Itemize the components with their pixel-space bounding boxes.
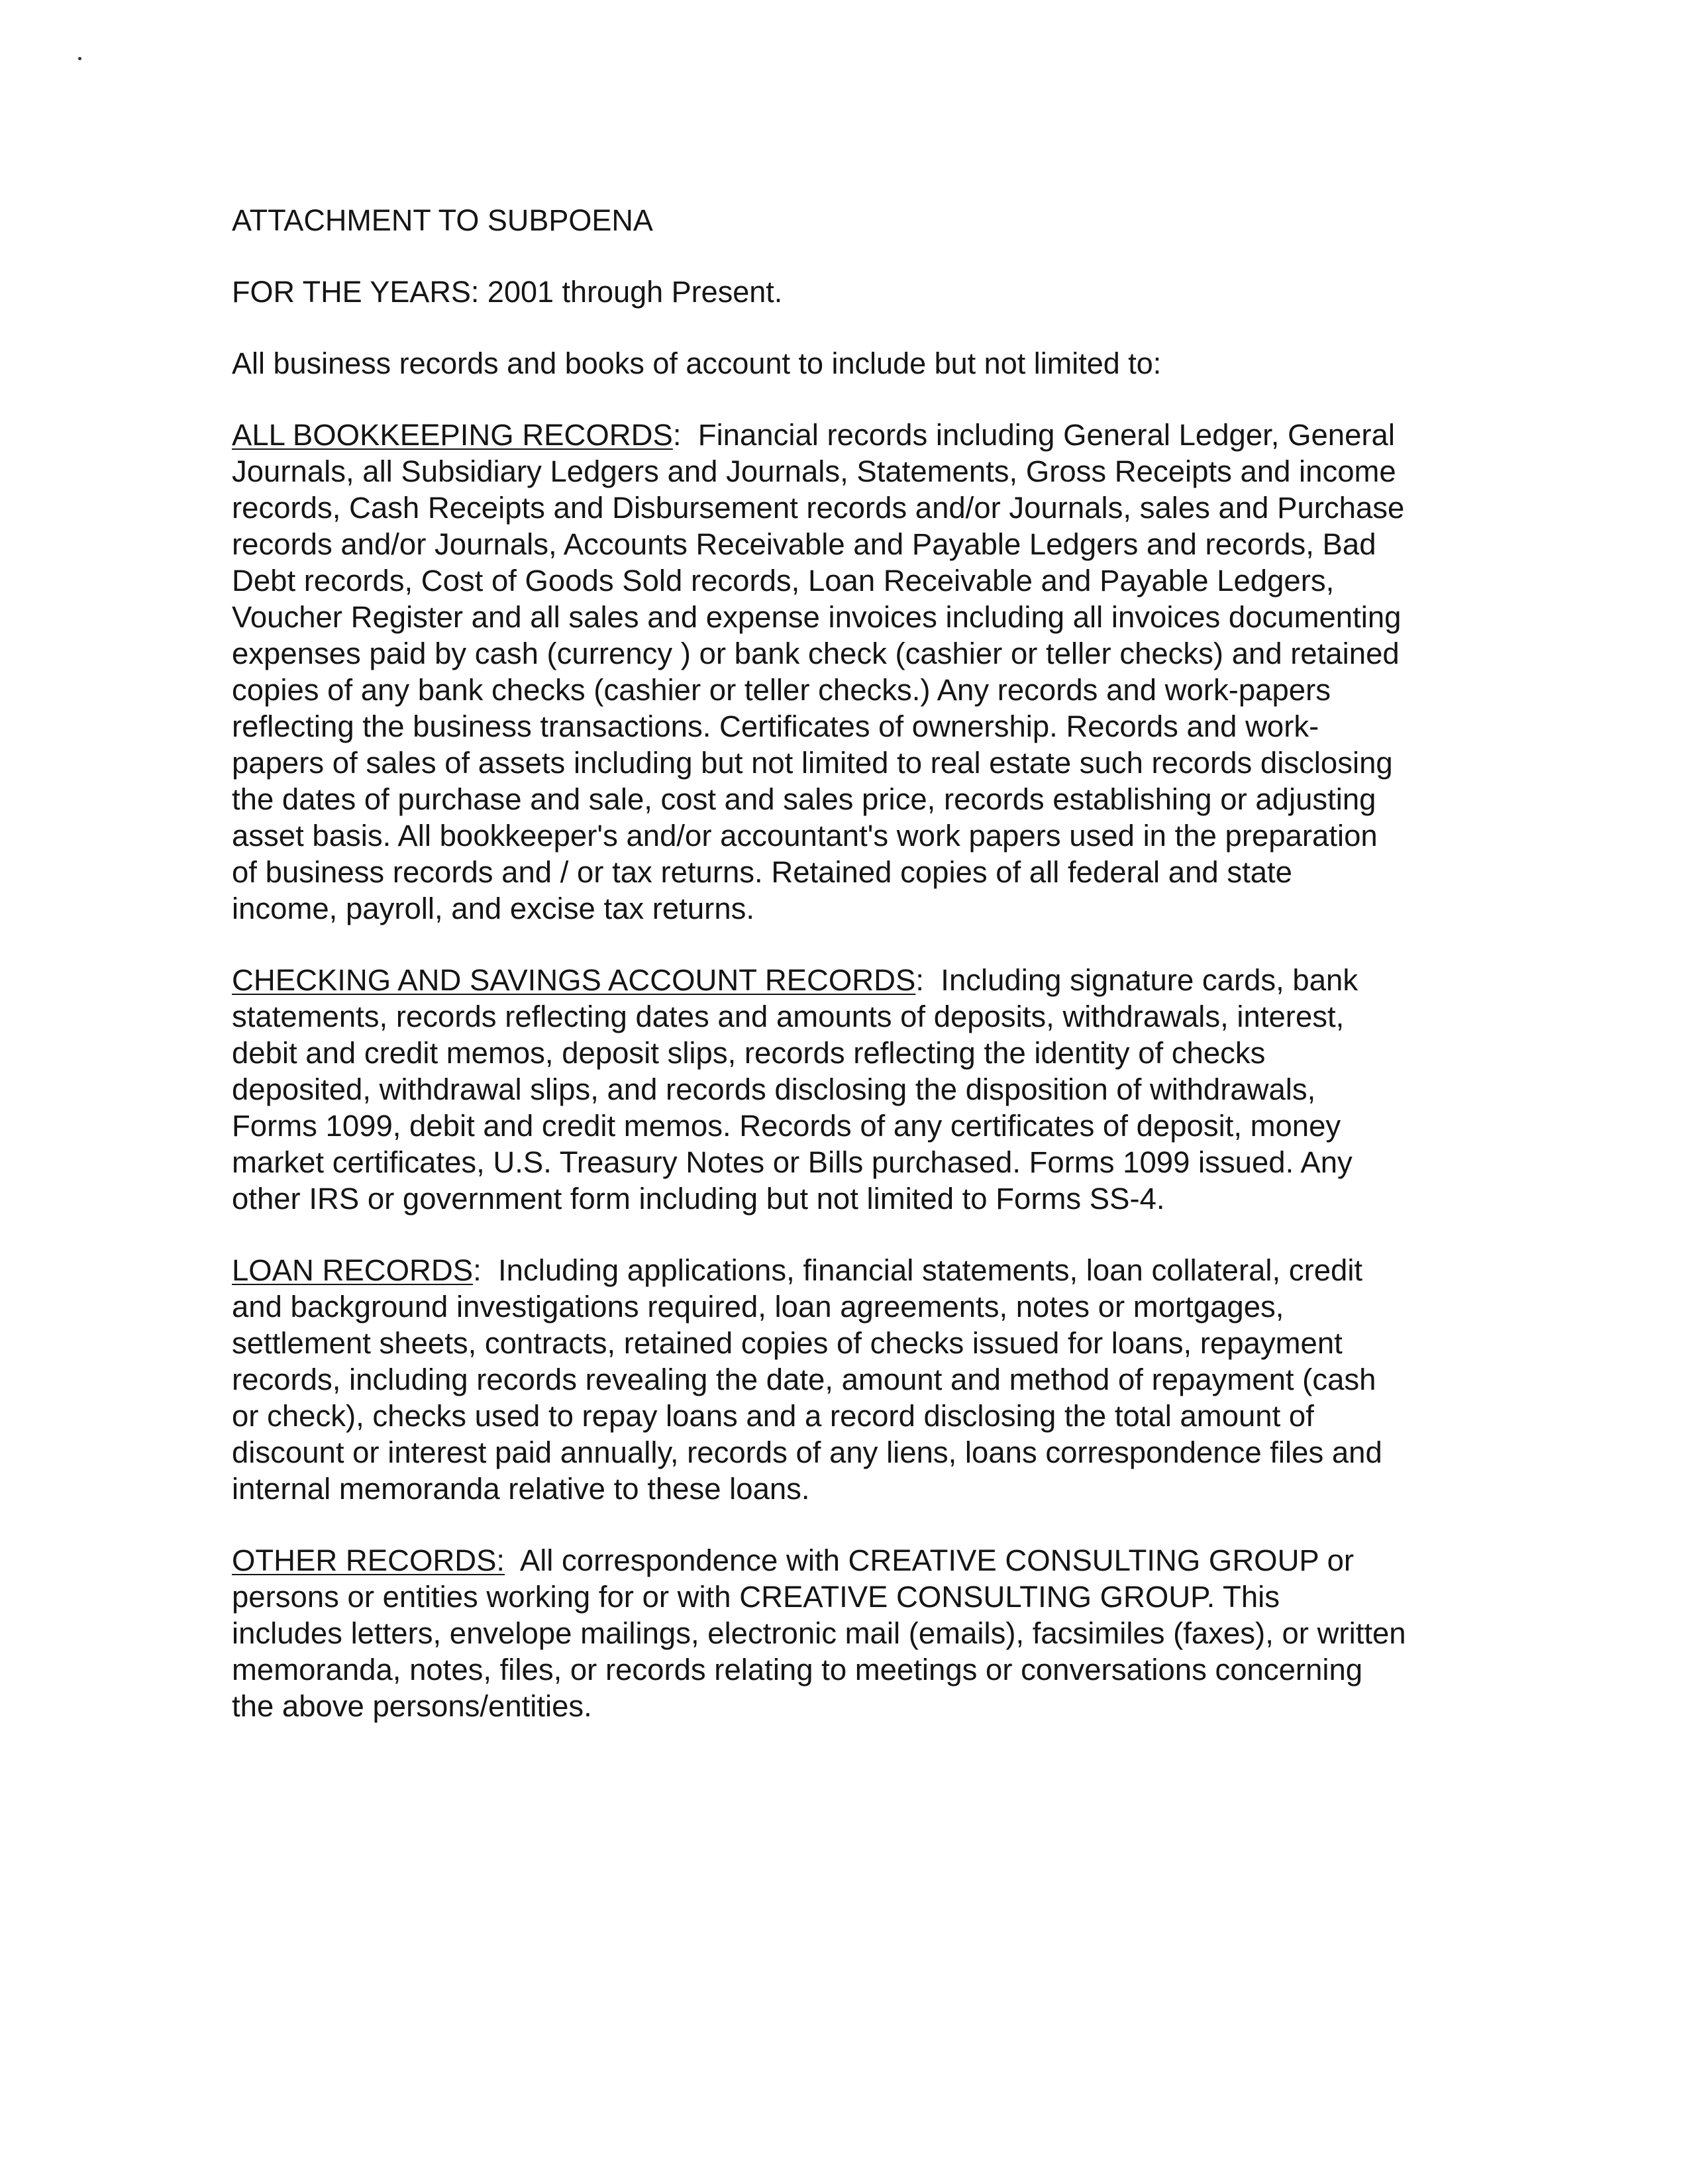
heading-suffix: :	[473, 1253, 499, 1287]
section-line: or check), checks used to repay loans and a record disclosing the total amount of	[232, 1399, 1314, 1433]
heading-suffix: :	[672, 418, 698, 452]
section-line: Financial records including General Ledger, General	[697, 418, 1395, 452]
section-line: records and/or Journals, Accounts Receivable and Payable Ledgers and records, Bad	[232, 527, 1376, 561]
section-first-line	[232, 962, 1490, 998]
section-loan	[232, 1252, 1490, 1507]
section-line: statements, records reflecting dates and amounts of deposits, withdrawals, interest,	[232, 1000, 1345, 1033]
document-body	[232, 202, 1490, 1759]
section-line: Journals, all Subsidiary Ledgers and Journals, Statements, Gross Receipts and income	[232, 454, 1396, 488]
section-line: deposited, withdrawal slips, and records disclosing the disposition of withdrawals,	[232, 1072, 1316, 1106]
section-line: debit and credit memos, deposit slips, records reflecting the identity of checks	[232, 1036, 1266, 1070]
document-title: ATTACHMENT TO SUBPOENA	[232, 203, 653, 237]
heading-suffix: :	[915, 963, 941, 997]
section-heading: OTHER RECORDS:	[232, 1543, 505, 1577]
section-line: settlement sheets, contracts, retained copies of checks issued for loans, repayment	[232, 1326, 1343, 1360]
section-line: market certificates, U.S. Treasury Notes or Bills purchased. Forms 1099 issued. Any	[232, 1145, 1353, 1179]
section-line: includes letters, envelope mailings, electronic mail (emails), facsimiles (faxes), or written	[232, 1616, 1406, 1650]
section-line: and background investigations required, loan agreements, notes or mortgages,	[232, 1290, 1284, 1324]
section-other	[232, 1542, 1490, 1724]
section-line: Forms 1099, debit and credit memos. Records of any certificates of deposit, money	[232, 1109, 1341, 1143]
section-heading: CHECKING AND SAVINGS ACCOUNT RECORDS	[232, 963, 916, 997]
section-line: the above persons/entities.	[232, 1689, 592, 1723]
section-line: asset basis. All bookkeeper's and/or accountant's work papers used in the preparation	[232, 819, 1378, 853]
section-heading: ALL BOOKKEEPING RECORDS	[232, 418, 673, 452]
section-line: discount or interest paid annually, records of any liens, loans correspondence files and	[232, 1435, 1382, 1469]
section-line: All correspondence with CREATIVE CONSULTING GROUP or	[519, 1543, 1355, 1577]
section-line: other IRS or government form including but not limited to Forms SS-4.	[232, 1182, 1165, 1216]
section-line: papers of sales of assets including but not limited to real estate such records disclosing	[232, 746, 1393, 780]
section-line: records, Cash Receipts and Disbursement records and/or Journals, sales and Purchase	[232, 491, 1405, 525]
section-first-line	[232, 1252, 1490, 1288]
section-line: Including signature cards, bank	[941, 963, 1358, 997]
years-line: FOR THE YEARS: 2001 through Present.	[232, 275, 783, 309]
section-line: Voucher Register and all sales and expense invoices including all invoices documenting	[232, 600, 1402, 634]
section-line: expenses paid by cash (currency ) or bank check (cashier or teller checks) and retained	[232, 637, 1400, 670]
section-first-line	[232, 1542, 1490, 1579]
section-first-line	[232, 417, 1490, 453]
section-line: reflecting the business transactions. Certificates of ownership. Records and work-	[232, 709, 1319, 743]
intro-line: All business records and books of account to include but not limited to:	[232, 346, 1162, 380]
section-checking-savings	[232, 962, 1490, 1217]
heading-suffix	[505, 1543, 520, 1577]
section-line: persons or entities working for or with CREATIVE CONSULTING GROUP. This	[232, 1580, 1280, 1614]
section-heading: LOAN RECORDS	[232, 1253, 474, 1287]
scan-speck	[78, 57, 81, 60]
section-line: memoranda, notes, files, or records relating to meetings or conversations concerning	[232, 1653, 1363, 1687]
section-bookkeeping	[232, 417, 1490, 927]
section-line: Debt records, Cost of Goods Sold records, Loan Receivable and Payable Ledgers,	[232, 564, 1335, 598]
section-line: internal memoranda relative to these loans.	[232, 1472, 810, 1506]
section-line: income, payroll, and excise tax returns.	[232, 892, 755, 925]
section-line: of business records and / or tax returns. Retained copies of all federal and state	[232, 855, 1292, 889]
section-line: the dates of purchase and sale, cost and sales price, records establishing or adjusting	[232, 782, 1376, 816]
section-line: Including applications, financial statements, loan collateral, credit	[498, 1253, 1363, 1287]
section-line: records, including records revealing the date, amount and method of repayment (cash	[232, 1363, 1376, 1396]
section-line: copies of any bank checks (cashier or teller checks.) Any records and work-papers	[232, 673, 1331, 707]
